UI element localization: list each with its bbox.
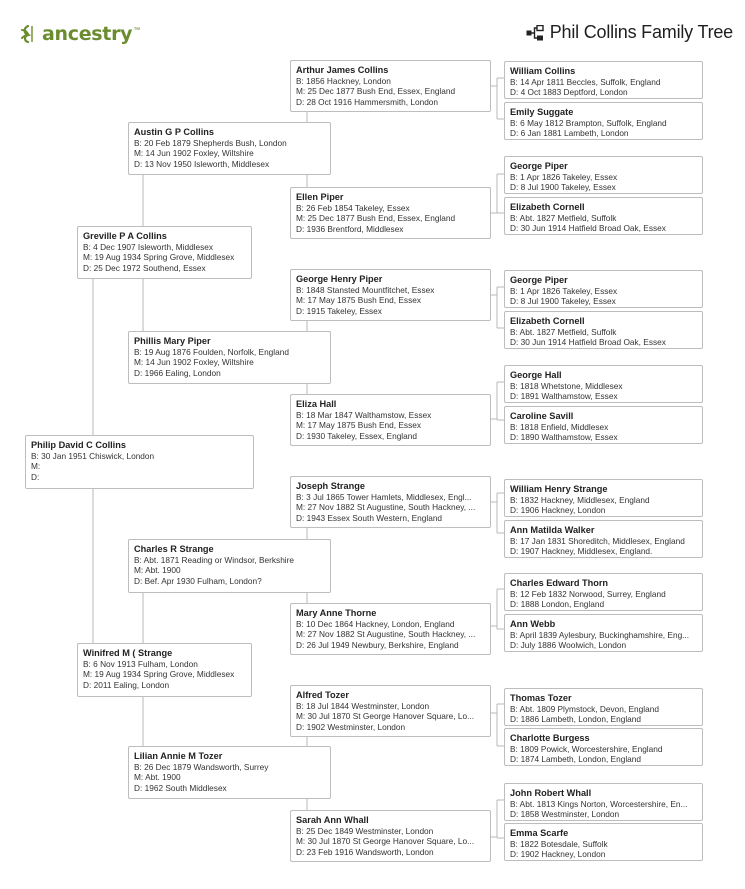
death-info: D: 30 Jun 1914 Hatfield Broad Oak, Essex: [510, 337, 666, 348]
birth-info: B: 17 Jan 1831 Shoreditch, Middlesex, England: [510, 536, 685, 546]
person-name: Charles Edward Thorn: [510, 578, 609, 588]
death-info: D: 8 Jul 1900 Takeley, Essex: [510, 296, 616, 307]
birth-info: B: Abt. 1813 Kings Norton, Worcestershire, En...: [510, 799, 688, 809]
marriage-info: M: 19 Aug 1934 Spring Grove, Middlesex: [83, 252, 235, 263]
birth-info: B: 1818 Whetstone, Middlesex: [510, 381, 623, 391]
birth-info: B: April 1839 Aylesbury, Buckinghamshire, Eng...: [510, 630, 690, 640]
person-name: Mary Anne Thorne: [296, 608, 377, 618]
person-card-mary-anne-thorne[interactable]: [290, 603, 491, 655]
marriage-info: M: 30 Jul 1870 St George Hanover Square, Lo...: [296, 836, 475, 847]
death-info: D: July 1886 Woolwich, London: [510, 640, 627, 651]
person-card-ann-matilda-walker[interactable]: [504, 520, 703, 558]
person-name: Charles R Strange: [134, 544, 214, 554]
death-info: D: 2011 Ealing, London: [83, 679, 170, 690]
person-card-charlotte-burgess[interactable]: [504, 728, 703, 766]
person-name: Winifred M ( Strange: [83, 648, 173, 658]
person-card-alfred-tozer[interactable]: [290, 685, 491, 737]
death-info: D: 25 Dec 1972 Southend, Essex: [83, 262, 206, 273]
death-info: D: 1858 Westminster, London: [510, 809, 620, 820]
birth-info: B: 12 Feb 1832 Norwood, Surrey, England: [510, 589, 666, 599]
death-info: D: 23 Feb 1916 Wandsworth, London: [296, 846, 434, 857]
marriage-info: M: 14 Jun 1902 Foxley, Wiltshire: [134, 148, 254, 159]
death-info: D: 28 Oct 1916 Hammersmith, London: [296, 96, 439, 107]
person-name: Charlotte Burgess: [510, 733, 590, 743]
person-name: George Piper: [510, 161, 568, 171]
death-info: D: 6 Jan 1881 Lambeth, London: [510, 128, 629, 139]
person-name: Austin G P Collins: [134, 127, 214, 137]
person-card-caroline-savill[interactable]: [504, 406, 703, 444]
birth-info: B: Abt. 1827 Metfield, Suffolk: [510, 213, 617, 223]
person-name: Elizabeth Cornell: [510, 202, 585, 212]
marriage-info: M: 17 May 1875 Bush End, Essex: [296, 295, 421, 306]
death-info: D: 1943 Essex South Western, England: [296, 512, 443, 523]
person-name: John Robert Whall: [510, 788, 592, 798]
person-card-sarah-ann-whall[interactable]: [290, 810, 491, 862]
person-name: William Collins: [510, 66, 576, 76]
birth-info: B: 1809 Powick, Worcestershire, England: [510, 744, 663, 754]
person-name: Caroline Savill: [510, 411, 574, 421]
birth-info: B: Abt. 1827 Metfield, Suffolk: [510, 327, 617, 337]
death-info: D: 8 Jul 1900 Takeley, Essex: [510, 182, 616, 193]
birth-info: B: Abt. 1871 Reading or Windsor, Berkshire: [134, 555, 295, 565]
person-card-arthur-collins[interactable]: [290, 60, 491, 112]
person-card-ann-webb[interactable]: [504, 614, 703, 652]
person-name: George Piper: [510, 275, 568, 285]
person-card-austin-collins[interactable]: [128, 122, 331, 175]
person-name: Greville P A Collins: [83, 231, 167, 241]
person-name: Thomas Tozer: [510, 693, 572, 703]
death-info: D: 26 Jul 1949 Newbury, Berkshire, England: [296, 639, 459, 650]
person-name: Ellen Piper: [296, 192, 344, 202]
marriage-info: M: 17 May 1875 Bush End, Essex: [296, 420, 421, 431]
marriage-info: M: Abt. 1900: [134, 772, 181, 783]
person-name: Sarah Ann Whall: [296, 815, 369, 825]
marriage-info: M:: [31, 461, 41, 472]
person-name: Phillis Mary Piper: [134, 336, 211, 346]
trademark-symbol: ™: [133, 26, 141, 34]
birth-info: B: 1848 Stansted Mountfitchet, Essex: [296, 285, 435, 295]
death-info: D: 4 Oct 1883 Deptford, London: [510, 87, 628, 98]
marriage-info: M: 25 Dec 1877 Bush End, Essex, England: [296, 86, 456, 97]
death-info: D: 1915 Takeley, Essex: [296, 305, 382, 316]
birth-info: B: 6 Nov 1913 Fulham, London: [83, 659, 198, 669]
birth-info: B: 1 Apr 1826 Takeley, Essex: [510, 172, 618, 182]
birth-info: B: 26 Dec 1879 Wandsworth, Surrey: [134, 762, 269, 772]
person-card-george-hall[interactable]: [504, 365, 703, 403]
person-name: Ann Matilda Walker: [510, 525, 595, 535]
death-info: D: 1902 Westminster, London: [296, 721, 406, 732]
death-info: D: 1890 Walthamstow, Essex: [510, 432, 618, 443]
person-name: Lilian Annie M Tozer: [134, 751, 223, 761]
person-name: Arthur James Collins: [296, 65, 389, 75]
person-name: Elizabeth Cornell: [510, 316, 585, 326]
person-card-winifred-strange[interactable]: [77, 643, 252, 697]
birth-info: B: 1856 Hackney, London: [296, 76, 391, 86]
person-card-eliza-hall[interactable]: [290, 394, 491, 446]
marriage-info: M: 30 Jul 1870 St George Hanover Square, Lo...: [296, 711, 475, 722]
person-card-john-robert-whall[interactable]: [504, 783, 703, 821]
person-card-william-collins[interactable]: [504, 61, 703, 99]
birth-info: B: 4 Dec 1907 Isleworth, Middlesex: [83, 242, 214, 252]
death-info: D: 1902 Hackney, London: [510, 849, 606, 860]
person-card-joseph-strange[interactable]: [290, 476, 491, 528]
birth-info: B: 20 Feb 1879 Shepherds Bush, London: [134, 138, 287, 148]
person-card-greville-collins[interactable]: [77, 226, 252, 279]
marriage-info: M: 25 Dec 1877 Bush End, Essex, England: [296, 213, 456, 224]
birth-info: B: 3 Jul 1865 Tower Hamlets, Middlesex, Engl...: [296, 492, 472, 502]
birth-info: B: 1 Apr 1826 Takeley, Essex: [510, 286, 618, 296]
marriage-info: M: Abt. 1900: [134, 565, 181, 576]
person-name: Eliza Hall: [296, 399, 337, 409]
person-card-elizabeth-cornell-1[interactable]: [504, 197, 703, 235]
person-name: Philip David C Collins: [31, 440, 126, 450]
person-name: Emma Scarfe: [510, 828, 569, 838]
birth-info: B: 1822 Botesdale, Suffolk: [510, 839, 608, 849]
person-name: Emily Suggate: [510, 107, 574, 117]
death-info: D: 1966 Ealing, London: [134, 367, 221, 378]
person-card-charles-edward-thorn[interactable]: [504, 573, 703, 611]
page-title: Phil Collins Family Tree: [549, 22, 733, 42]
person-card-lilian-tozer[interactable]: [128, 746, 331, 799]
person-name: Alfred Tozer: [296, 690, 349, 700]
birth-info: B: Abt. 1809 Plymstock, Devon, England: [510, 704, 659, 714]
person-name: Ann Webb: [510, 619, 556, 629]
birth-info: B: 25 Dec 1849 Westminster, London: [296, 826, 434, 836]
marriage-info: M: 14 Jun 1902 Foxley, Wiltshire: [134, 357, 254, 368]
birth-info: B: 10 Dec 1864 Hackney, London, England: [296, 619, 455, 629]
birth-info: B: 18 Jul 1844 Westminster, London: [296, 701, 430, 711]
person-name: George Hall: [510, 370, 562, 380]
person-card-william-henry-strange[interactable]: [504, 479, 703, 517]
person-card-charles-strange[interactable]: [128, 539, 331, 593]
death-info: D: 1888 London, England: [510, 599, 605, 610]
death-info: D: 1906 Hackney, London: [510, 505, 606, 516]
death-info: D:: [31, 471, 40, 482]
birth-info: B: 30 Jan 1951 Chiswick, London: [31, 451, 155, 461]
person-card-george-piper-1[interactable]: [504, 156, 703, 194]
death-info: D: 1874 Lambeth, London, England: [510, 754, 642, 765]
death-info: D: 1886 Lambeth, London, England: [510, 714, 642, 725]
person-card-ellen-piper[interactable]: [290, 187, 491, 239]
person-name: George Henry Piper: [296, 274, 383, 284]
person-name: Joseph Strange: [296, 481, 365, 491]
person-card-thomas-tozer[interactable]: [504, 688, 703, 726]
birth-info: B: 18 Mar 1847 Walthamstow, Essex: [296, 410, 432, 420]
person-name: William Henry Strange: [510, 484, 608, 494]
death-info: D: 1962 South Middlesex: [134, 782, 227, 793]
person-card-phillis-piper[interactable]: [128, 331, 331, 384]
birth-info: B: 26 Feb 1854 Takeley, Essex: [296, 203, 410, 213]
death-info: D: 1936 Brentford, Middlesex: [296, 223, 404, 234]
ancestry-wordmark: ancestry: [42, 23, 133, 45]
person-card-elizabeth-cornell-2[interactable]: [504, 311, 703, 349]
death-info: D: 30 Jun 1914 Hatfield Broad Oak, Essex: [510, 223, 666, 234]
birth-info: B: 14 Apr 1811 Beccles, Suffolk, England: [510, 77, 661, 87]
marriage-info: M: 19 Aug 1934 Spring Grove, Middlesex: [83, 669, 235, 680]
death-info: D: 1891 Walthamstow, Essex: [510, 391, 618, 402]
death-info: D: 1930 Takeley, Essex, England: [296, 430, 417, 441]
marriage-info: M: 27 Nov 1882 St Augustine, South Hackney, ...: [296, 629, 476, 640]
death-info: D: 1907 Hackney, Middlesex, England.: [510, 546, 653, 557]
birth-info: B: 19 Aug 1876 Foulden, Norfolk, England: [134, 347, 289, 357]
birth-info: B: 1832 Hackney, Middlesex, England: [510, 495, 650, 505]
birth-info: B: 1818 Enfield, Middlesex: [510, 422, 609, 432]
person-card-george-piper-2[interactable]: [504, 270, 703, 308]
person-card-emma-scarfe[interactable]: [504, 823, 703, 861]
death-info: D: Bef. Apr 1930 Fulham, London?: [134, 575, 262, 586]
marriage-info: M: 27 Nov 1882 St Augustine, South Hackney, ...: [296, 502, 476, 513]
death-info: D: 13 Nov 1950 Isleworth, Middlesex: [134, 158, 270, 169]
birth-info: B: 6 May 1812 Brampton, Suffolk, England: [510, 118, 667, 128]
person-card-george-henry-piper[interactable]: [290, 269, 491, 321]
person-card-emily-suggate[interactable]: [504, 102, 703, 140]
person-card-philip-collins[interactable]: [25, 435, 254, 489]
